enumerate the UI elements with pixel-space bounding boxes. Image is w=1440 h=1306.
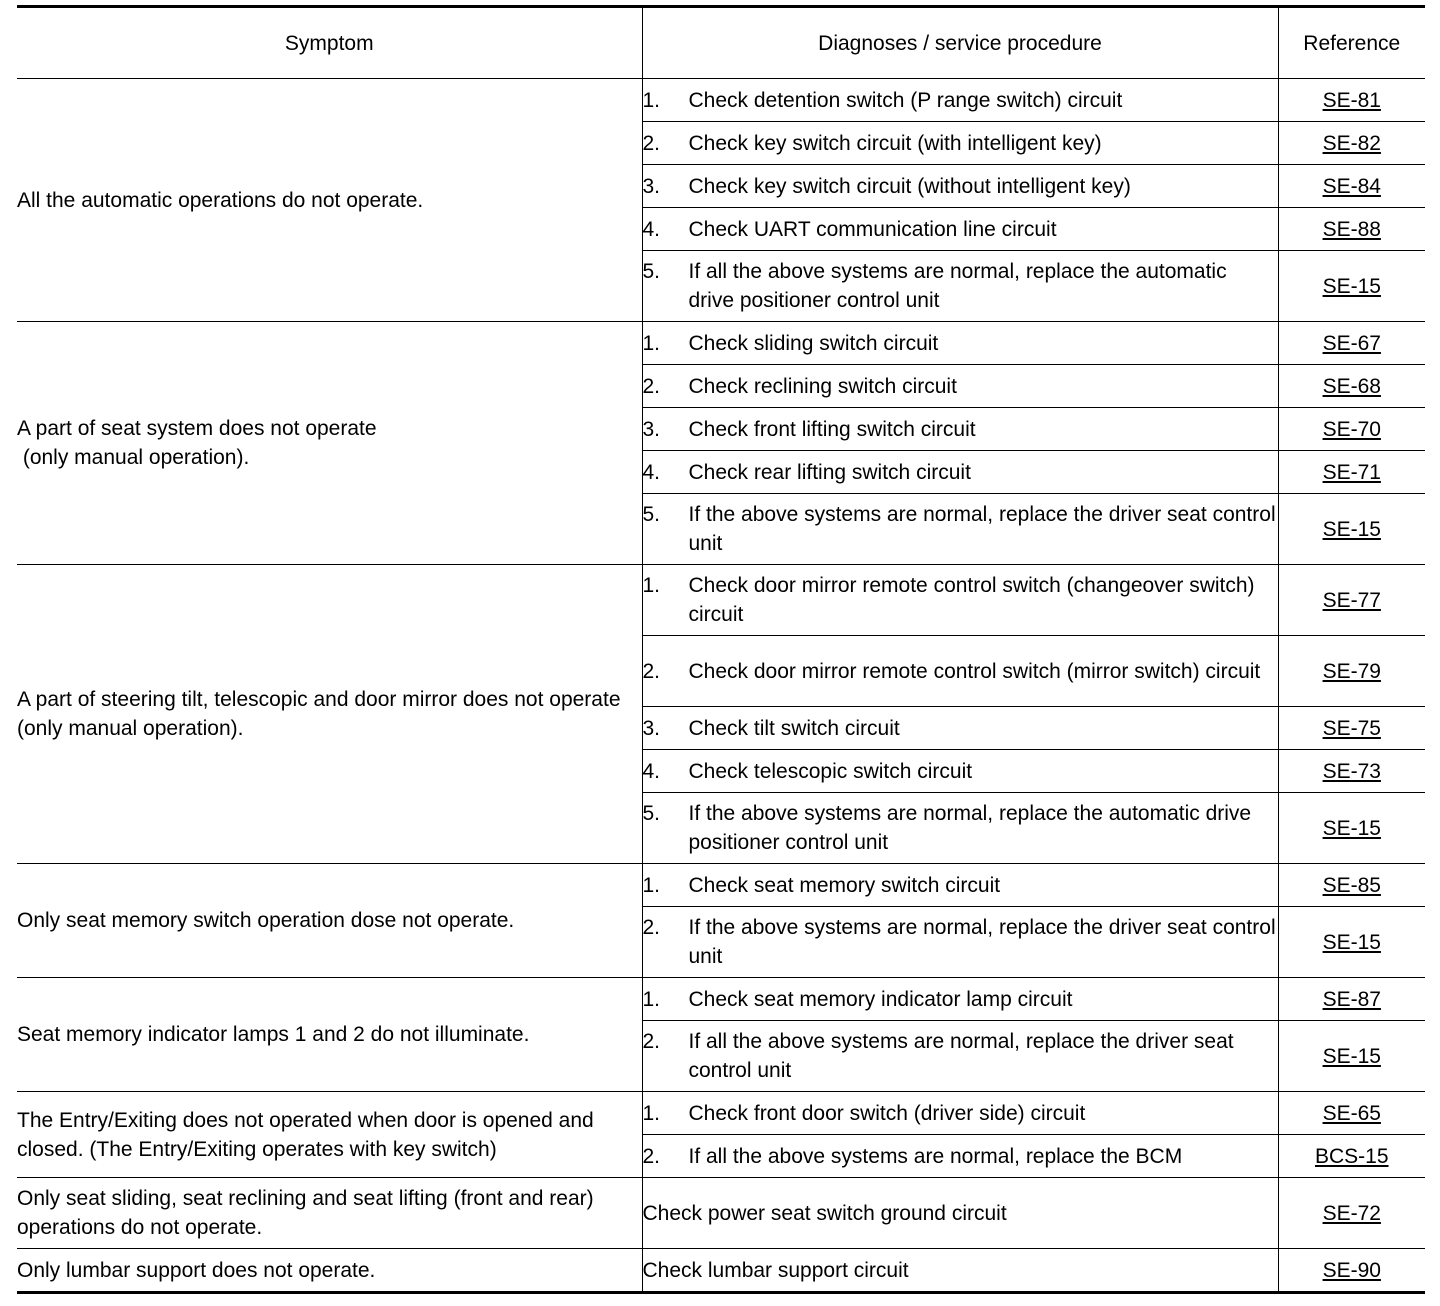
symptom-cell	[17, 1178, 642, 1249]
step-text: Check reclining switch circuit	[688, 374, 957, 398]
procedure-text: Check lumbar support circuit	[642, 1258, 909, 1282]
symptom-text: A part of steering tilt, telescopic and door mirror does not operate (only manual operation).	[17, 688, 621, 740]
reference-link[interactable]: SE-15	[1322, 930, 1381, 954]
reference-cell	[1278, 636, 1425, 707]
reference-cell	[1278, 978, 1425, 1021]
step-text: Check front lifting switch circuit	[688, 417, 976, 441]
step-number: 1.	[642, 88, 661, 112]
step-number: 1.	[642, 1101, 661, 1125]
procedure-cell	[642, 408, 1278, 451]
table-row	[17, 978, 1425, 1021]
reference-cell	[1278, 1021, 1425, 1092]
symptom-text: Seat memory indicator lamps 1 and 2 do not illuminate.	[17, 1023, 530, 1046]
step-text: Check detention switch (P range switch) circuit	[688, 88, 1123, 112]
reference-cell	[1278, 1249, 1425, 1293]
procedure-cell	[642, 365, 1278, 408]
step-text: Check front door switch (driver side) circuit	[688, 1101, 1086, 1125]
reference-link[interactable]: SE-75	[1322, 716, 1381, 740]
reference-cell	[1278, 793, 1425, 864]
step-number: 2.	[642, 1144, 661, 1168]
step-text: Check rear lifting switch circuit	[688, 460, 971, 484]
reference-cell	[1278, 122, 1425, 165]
reference-link[interactable]: SE-77	[1322, 588, 1381, 612]
step-text: If the above systems are normal, replace the driver seat control unit	[688, 916, 1276, 968]
reference-cell	[1278, 907, 1425, 978]
procedure-cell	[642, 322, 1278, 365]
table-row	[17, 79, 1425, 122]
symptom-cell	[17, 864, 642, 978]
symptom-cell	[17, 1249, 642, 1293]
header-row	[17, 7, 1425, 79]
step-number: 1.	[642, 987, 661, 1011]
symptom-text: All the automatic operations do not operate.	[17, 188, 424, 212]
procedure-cell	[642, 1092, 1278, 1135]
step-number: 3.	[642, 174, 661, 198]
procedure-cell	[642, 750, 1278, 793]
reference-link[interactable]: SE-87	[1322, 987, 1381, 1011]
reference-link[interactable]: SE-15	[1322, 517, 1381, 541]
reference-cell	[1278, 365, 1425, 408]
symptom-text: (only manual operation).	[17, 446, 250, 469]
step-text: Check door mirror remote control switch (changeover switch) circuit	[688, 574, 1255, 626]
header-symptom: Symptom	[17, 7, 642, 79]
step-number: 1.	[642, 574, 661, 597]
step-number: 3.	[642, 417, 661, 441]
procedure-cell	[642, 636, 1278, 707]
symptom-cell	[17, 978, 642, 1092]
reference-link[interactable]: SE-85	[1322, 873, 1381, 897]
reference-link[interactable]: SE-82	[1322, 131, 1381, 155]
step-number: 1.	[642, 331, 661, 355]
procedure-cell	[642, 1249, 1278, 1293]
reference-cell	[1278, 322, 1425, 365]
procedure-text: Check power seat switch ground circuit	[642, 1201, 1007, 1225]
symptom-cell	[17, 1092, 642, 1178]
step-number: 5.	[642, 802, 661, 825]
reference-link[interactable]: SE-84	[1322, 174, 1381, 198]
reference-cell	[1278, 1178, 1425, 1249]
procedure-cell	[642, 165, 1278, 208]
reference-link[interactable]: SE-15	[1322, 816, 1381, 840]
step-number: 3.	[642, 716, 661, 740]
step-number: 2.	[642, 1030, 661, 1053]
reference-link[interactable]: SE-72	[1322, 1201, 1381, 1225]
reference-link[interactable]: SE-15	[1322, 274, 1381, 298]
step-number: 2.	[642, 659, 661, 683]
symptom-text: A part of seat system does not operate	[17, 417, 377, 440]
table-row	[17, 1249, 1425, 1293]
symptom-cell	[17, 322, 642, 565]
reference-cell	[1278, 251, 1425, 322]
procedure-cell	[642, 793, 1278, 864]
reference-cell	[1278, 494, 1425, 565]
step-text: If all the above systems are normal, replace the automatic drive positioner control unit	[688, 260, 1227, 312]
procedure-cell	[642, 907, 1278, 978]
reference-cell	[1278, 408, 1425, 451]
step-number: 2.	[642, 916, 661, 939]
procedure-cell	[642, 978, 1278, 1021]
step-number: 2.	[642, 374, 661, 398]
table-row	[17, 1178, 1425, 1249]
step-number: 4.	[642, 759, 661, 783]
procedure-cell	[642, 451, 1278, 494]
symptom-text: Only lumbar support does not operate.	[17, 1258, 376, 1282]
step-number: 2.	[642, 131, 661, 155]
reference-cell	[1278, 451, 1425, 494]
reference-cell	[1278, 707, 1425, 750]
reference-link[interactable]: SE-70	[1322, 417, 1381, 441]
step-number: 5.	[642, 503, 661, 526]
procedure-cell	[642, 707, 1278, 750]
table-row	[17, 322, 1425, 365]
reference-link[interactable]: SE-68	[1322, 374, 1381, 398]
reference-link[interactable]: SE-71	[1322, 460, 1381, 484]
procedure-cell	[642, 1178, 1278, 1249]
reference-cell	[1278, 864, 1425, 907]
header-diagnoses: Diagnoses / service procedure	[642, 7, 1278, 79]
reference-cell	[1278, 165, 1425, 208]
reference-cell	[1278, 79, 1425, 122]
step-text: Check telescopic switch circuit	[688, 759, 973, 783]
step-number: 4.	[642, 217, 661, 241]
step-number: 5.	[642, 260, 661, 283]
reference-cell	[1278, 208, 1425, 251]
symptom-text: Only seat sliding, seat reclining and seat lifting (front and rear) operations do not operate.	[17, 1187, 594, 1239]
step-text: If the above systems are normal, replace the driver seat control unit	[688, 503, 1276, 555]
symptom-cell	[17, 79, 642, 322]
reference-link[interactable]: SE-15	[1322, 1044, 1381, 1068]
procedure-cell	[642, 208, 1278, 251]
reference-link[interactable]: SE-79	[1322, 659, 1381, 683]
reference-link[interactable]: SE-67	[1322, 331, 1381, 355]
step-text: Check seat memory switch circuit	[688, 873, 1001, 897]
reference-link[interactable]: SE-65	[1322, 1101, 1381, 1125]
step-text: Check sliding switch circuit	[688, 331, 939, 355]
step-text: If all the above systems are normal, replace the driver seat control unit	[688, 1030, 1234, 1082]
procedure-cell	[642, 864, 1278, 907]
reference-cell	[1278, 1092, 1425, 1135]
symptom-text: The Entry/Exiting does not operated when door is opened and closed. (The Entry/Exiting operates with key switch)	[17, 1108, 594, 1161]
table-row	[17, 864, 1425, 907]
step-text: If the above systems are normal, replace the automatic drive positioner control unit	[688, 802, 1252, 854]
reference-cell	[1278, 1135, 1425, 1178]
reference-link[interactable]: SE-73	[1322, 759, 1381, 783]
reference-link[interactable]: SE-90	[1322, 1258, 1381, 1282]
reference-cell	[1278, 565, 1425, 636]
reference-cell	[1278, 750, 1425, 793]
symptom-table	[17, 5, 1425, 1294]
table-row	[17, 565, 1425, 636]
step-text: Check tilt switch circuit	[688, 716, 900, 740]
reference-link[interactable]: SE-81	[1322, 88, 1381, 112]
procedure-cell	[642, 79, 1278, 122]
step-text: Check seat memory indicator lamp circuit	[688, 987, 1073, 1011]
step-text: Check door mirror remote control switch (mirror switch) circuit	[688, 659, 1261, 683]
step-number: 4.	[642, 460, 661, 484]
procedure-cell	[642, 565, 1278, 636]
procedure-cell	[642, 122, 1278, 165]
step-text: Check key switch circuit (with intelligent key)	[688, 131, 1102, 155]
reference-link[interactable]: SE-88	[1322, 217, 1381, 241]
step-text: If all the above systems are normal, replace the BCM	[688, 1144, 1183, 1168]
procedure-cell	[642, 1135, 1278, 1178]
table-row	[17, 1092, 1425, 1135]
step-text: Check key switch circuit (without intelligent key)	[688, 174, 1131, 198]
procedure-cell	[642, 494, 1278, 565]
procedure-cell	[642, 251, 1278, 322]
symptom-cell	[17, 565, 642, 864]
reference-link[interactable]: BCS-15	[1314, 1144, 1389, 1168]
step-text: Check UART communication line circuit	[688, 217, 1057, 241]
header-reference: Reference	[1278, 7, 1425, 79]
symptom-text: Only seat memory switch operation dose not operate.	[17, 909, 515, 932]
step-number: 1.	[642, 873, 661, 897]
procedure-cell	[642, 1021, 1278, 1092]
